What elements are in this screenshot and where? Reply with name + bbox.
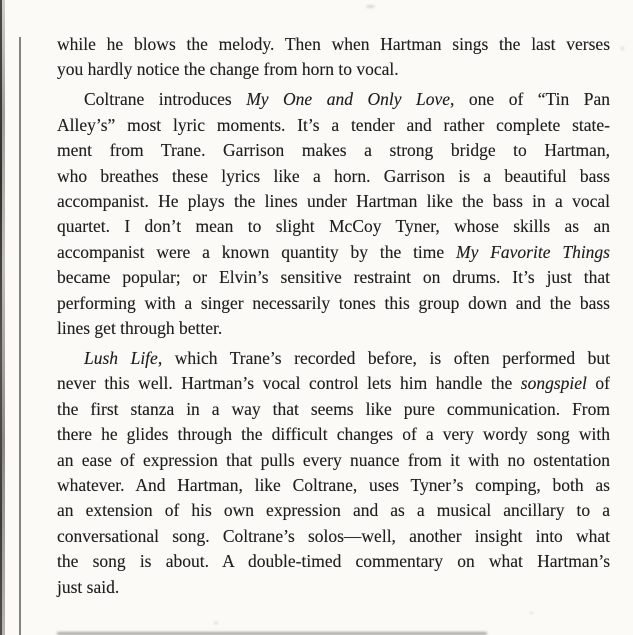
- text-line: [57, 316, 610, 341]
- text-segment: an extension of his own expression and as a musical ancillary to a: [57, 500, 610, 521]
- text-line: [57, 32, 610, 57]
- text-segment: accompanist. He plays the lines under Hartman like the bass in a vocal: [57, 190, 610, 211]
- text-segment: , which Trane’s recorded before, is often performed but: [157, 347, 610, 368]
- text-line: [57, 397, 610, 422]
- text-segment: , one of “Tin Pan: [450, 89, 610, 110]
- text-segment: accompanist were a known quantity by the time: [57, 241, 457, 262]
- scan-noise-speck: [366, 5, 375, 8]
- text-segment: who breathes these lyrics like a horn. Garrison is a beautiful bass: [57, 165, 610, 186]
- paragraph: [57, 32, 610, 83]
- text-line: [57, 87, 610, 112]
- scan-noise-speck: [530, 612, 533, 614]
- paragraph: [57, 87, 610, 341]
- italic-text: songspiel: [520, 373, 587, 394]
- text-segment: lines get through better.: [57, 317, 223, 338]
- text-line: [57, 57, 610, 82]
- text-segment: never this well. Hartman’s vocal control lets him handle the: [57, 373, 521, 394]
- text-line: [57, 422, 610, 447]
- scan-gutter-edge-light: [2, 0, 5, 635]
- text-line: [57, 265, 610, 290]
- text-line: [57, 164, 610, 189]
- italic-text: My Favorite Things: [456, 241, 610, 262]
- text-segment: of: [586, 373, 610, 394]
- text-line: [57, 189, 610, 214]
- text-line: [57, 113, 610, 138]
- page-text: [57, 32, 610, 600]
- text-line: [57, 448, 610, 473]
- text-line: [57, 549, 610, 574]
- italic-text: My One and Only Love: [246, 89, 451, 110]
- scan-noise-speck: [621, 47, 624, 50]
- text-segment: ment from Trane. Garrison makes a strong bridge to Hartman,: [57, 140, 610, 161]
- text-segment: Alley’s” most lyric moments. It’s a tender and rather complete state-: [57, 114, 610, 135]
- margin-rule-line: [19, 37, 21, 635]
- italic-text: Lush Life: [84, 347, 158, 368]
- text-segment: the first stanza in a way that seems like pure communication. From: [57, 398, 610, 419]
- text-segment: while he blows the melody. Then when Hartman sings the last verses: [57, 34, 610, 54]
- text-segment: there he glides through the difficult changes of a very wordy song with: [57, 424, 610, 445]
- text-line: [57, 291, 610, 316]
- text-line: [57, 346, 610, 371]
- text-line: [57, 371, 610, 396]
- text-segment: just said.: [57, 576, 120, 597]
- text-segment: the song is about. A double-timed commentary on what Hartman’s: [57, 551, 610, 572]
- text-segment: an ease of expression that pulls every nuance from it with no ostentation: [57, 449, 610, 470]
- text-line: [57, 498, 610, 523]
- text-line: [57, 214, 610, 239]
- text-line: [57, 473, 610, 498]
- text-segment: you hardly notice the change from horn to vocal.: [57, 59, 399, 80]
- text-segment: performing with a singer necessarily tones this group down and the bass: [57, 292, 610, 313]
- text-line: [57, 138, 610, 163]
- paragraph: [57, 346, 610, 600]
- text-segment: whatever. And Hartman, like Coltrane, uses Tyner’s comping, both as: [57, 474, 610, 495]
- text-line: [57, 524, 610, 549]
- bottom-cutoff-text-blur: [57, 632, 487, 635]
- text-segment: became popular; or Elvin’s sensitive restraint on drums. It’s just that: [57, 267, 610, 288]
- text-segment: conversational song. Coltrane’s solos—well, another insight into what: [57, 525, 610, 546]
- scan-noise-speck: [214, 622, 218, 624]
- text-line: [57, 240, 610, 265]
- text-segment: Coltrane introduces: [84, 89, 247, 110]
- text-segment: quartet. I don’t mean to slight McCoy Tyner, whose skills as an: [57, 216, 610, 237]
- text-line: [57, 575, 610, 600]
